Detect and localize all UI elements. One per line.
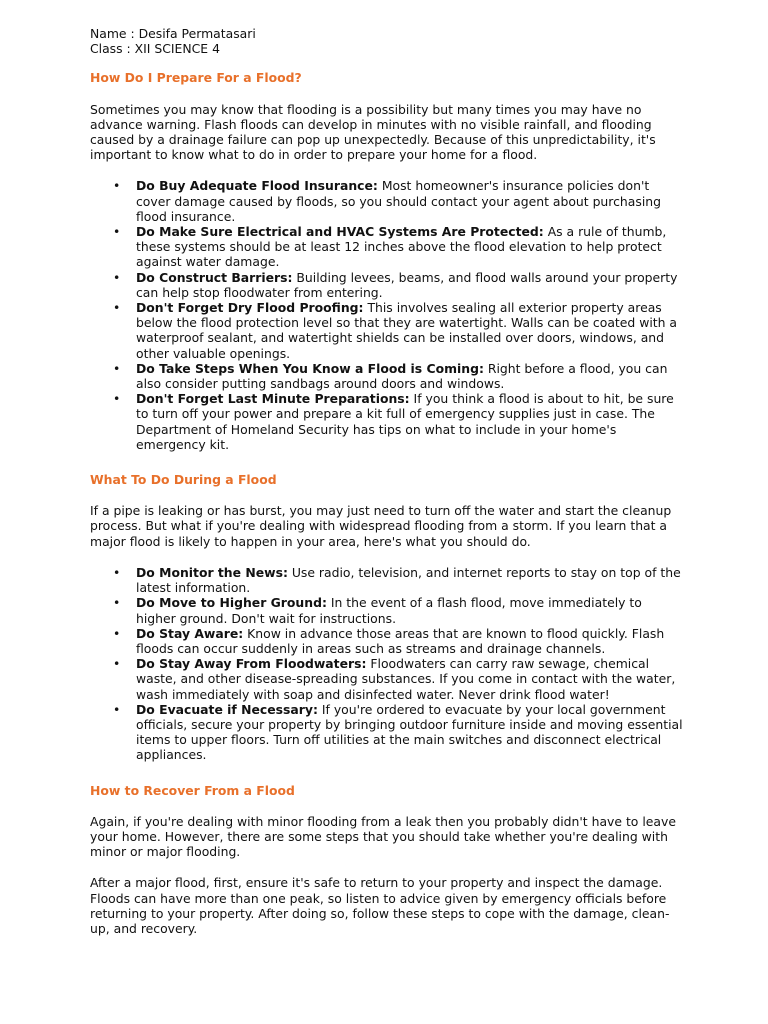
section-intro-during: If a pipe is leaking or has burst, you may just need to turn off the water and start the cleanup process. But what if you're dealing with widespread flooding from a storm. If you learn that a major flood is likely to happen in your area, here's what you should do. [90,503,672,549]
list-item [90,224,684,270]
bullet-icon: • [113,224,121,240]
item-lead: Don't Forget Dry Flood Proofing: [136,300,364,316]
list-item [90,565,684,595]
bullet-icon: • [113,595,121,611]
section-heading-during: What To Do During a Flood [90,472,277,488]
item-lead: Do Construct Barriers: [136,269,293,285]
item-lead: Do Take Steps When You Know a Flood is Coming: [136,360,484,376]
item-text: This involves sealing all exterior property areas below the flood protection level so that they are watertight. Walls can be coated with a waterproof sealant, and watertight shields can be installed over doors, windows, and other valuable openings. [136,300,678,361]
bullet-icon: • [113,178,121,194]
item-text: Most homeowner's insurance policies don't cover damage caused by floods, so you should contact your agent about purchasing flood insurance. [136,178,661,224]
during-list [90,565,684,763]
item-lead: Don't Forget Last Minute Preparations: [136,391,410,407]
recover-paragraph: Again, if you're dealing with minor flooding from a leak then you probably didn't have to leave your home. However, there are some steps that you should take whether you're dealing with minor or major flooding. [90,813,676,860]
item-text: Know in advance those areas that are known to flood quickly. Flash floods can occur suddenly in areas such as streams and drainage channels. [136,625,665,656]
student-name: Name : Desifa Permatasari [90,26,256,41]
item-lead: Do Buy Adequate Flood Insurance: [136,178,378,194]
bullet-icon: • [113,360,121,376]
item-lead: Do Stay Away From Floodwaters: [136,656,367,672]
item-lead: Do Make Sure Electrical and HVAC Systems Are Protected: [136,224,544,240]
document-page [90,26,684,936]
list-item [90,178,684,224]
item-text: As a rule of thumb, these systems should be at least 12 inches above the flood elevation to help protect against water damage. [136,224,667,270]
list-item [90,702,684,763]
bullet-icon: • [113,625,121,641]
item-text: Right before a flood, you can also consider putting sandbags around doors and windows. [136,360,668,392]
item-lead: Do Move to Higher Ground: [136,595,327,611]
item-text: Floodwaters can carry raw sewage, chemical waste, and other disease-spreading substances. If you come in contact with the water, wash immediately with soap and disinfected water. Never drink flood water! [136,656,676,702]
list-item [90,656,684,702]
list-item [90,391,684,452]
section-heading-recover: How to Recover From a Flood [90,782,295,798]
bullet-icon: • [113,564,121,580]
list-item [90,595,684,625]
item-lead: Do Stay Aware: [136,625,244,641]
prepare-list [90,178,684,452]
list-item [90,626,684,656]
list-item [90,270,684,300]
recover-paragraph: After a major flood, first, ensure it's safe to return to your property and inspect the damage. Floods can have more than one peak, so listen to advice given by emergency officials before returning to your property. After doing so, follow these steps to cope with the damage, clean-up, and recovery. [90,875,670,936]
section-heading-prepare: How Do I Prepare For a Flood? [90,70,302,86]
list-item [90,300,684,361]
item-text: Use radio, television, and internet reports to stay on top of the latest information. [136,564,681,596]
item-text: In the event of a flash flood, move immediately to higher ground. Don't wait for instructions. [136,595,642,626]
item-text: If you think a flood is about to hit, be sure to turn off your power and prepare a kit full of emergency supplies just in case. The Department of Homeland Security has tips on what to include in your home's emergency kit. [136,391,674,452]
item-lead: Do Monitor the News: [136,564,288,580]
item-lead: Do Evacuate if Necessary: [136,701,318,717]
list-item [90,361,684,391]
bullet-icon: • [113,300,121,316]
item-text: If you're ordered to evacuate by your local government officials, secure your property by bringing outdoor furniture inside and moving essential items to upper floors. Turn off utilities at the main switches and disconnect electrical appliances. [136,701,683,763]
bullet-icon: • [113,269,121,285]
bullet-icon: • [113,656,121,672]
student-class: Class : XII SCIENCE 4 [90,41,220,57]
bullet-icon: • [113,391,121,407]
item-text: Building levees, beams, and flood walls around your property can help stop floodwater from entering. [136,269,678,300]
bullet-icon: • [113,701,121,717]
section-intro-prepare: Sometimes you may know that flooding is a possibility but many times you may have no advance warning. Flash floods can develop in minutes with no visible rainfall, and flooding caused by a drainage failure can pop up unexpectedly. Because of this unpredictability, it's important to know what to do in order to prepare your home for a flood. [90,101,656,163]
